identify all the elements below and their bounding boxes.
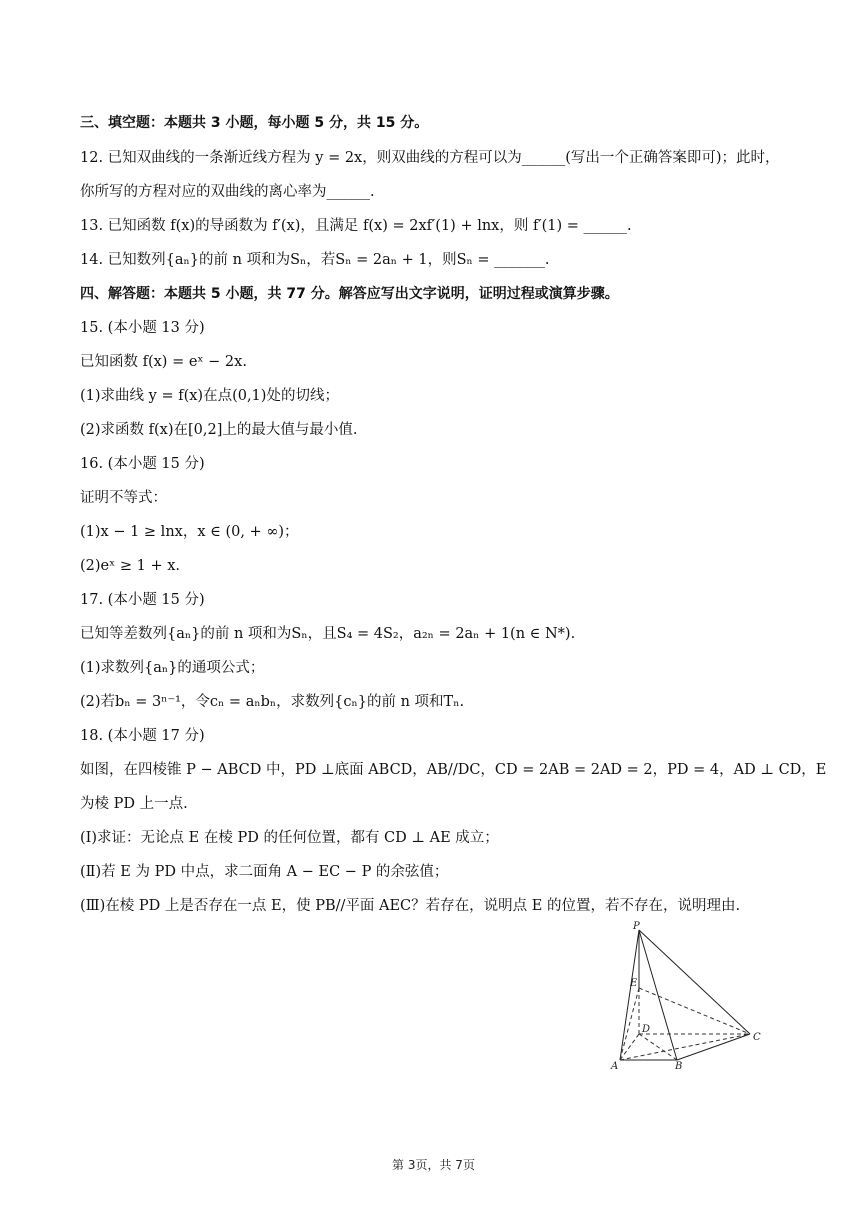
pyramid-figure	[604, 918, 774, 1078]
label-C: C	[753, 1032, 761, 1043]
question-18-stem-line-1: 如图，在四棱锥 P − ABCD 中，PD ⊥底面 ABCD，AB//DC，CD = 2AB = 2AD = 2，PD = 4，AD ⊥ CD，E	[80, 762, 827, 778]
question-17-title: 17. (本小题 15 分)	[80, 592, 205, 608]
question-16-part-1: (1)x − 1 ≥ lnx，x ∈ (0, + ∞)；	[80, 524, 299, 540]
label-B: B	[675, 1061, 683, 1072]
question-16-part-2: (2)eˣ ≥ 1 + x.	[80, 558, 181, 574]
question-18-title: 18. (本小题 17 分)	[80, 728, 205, 744]
edge-AC-hidden	[620, 1034, 750, 1060]
question-12-line-2: 你所写的方程对应的双曲线的离心率为______.	[80, 184, 375, 200]
question-13: 13. 已知函数 f(x)的导函数为 f′(x)，且满足 f(x) = 2xf′(1) + lnx，则 f′(1) = ______.	[80, 218, 632, 234]
question-18-part-2: (Ⅱ)若 E 为 PD 中点，求二面角 A − EC − P 的余弦值；	[80, 864, 449, 880]
label-E: E	[630, 978, 638, 989]
edge-BC	[677, 1034, 750, 1060]
question-18-part-3: (Ⅲ)在棱 PD 上是否存在一点 E，使 PB//平面 AEC？若存在，说明点 E 的位置，若不存在，说明理由.	[80, 898, 741, 914]
question-14: 14. 已知数列{aₙ}的前 n 项和为Sₙ，若Sₙ = 2aₙ + 1，则Sₙ = _______.	[80, 252, 550, 268]
question-17-stem: 已知等差数列{aₙ}的前 n 项和为Sₙ，且S₄ = 4S₂，a₂ₙ = 2aₙ + 1(n ∈ N*).	[80, 626, 576, 642]
question-12-line-1: 12. 已知双曲线的一条渐近线方程为 y = 2x，则双曲线的方程可以为______(写出一个正确答案即可)；此时，	[80, 150, 780, 166]
section-3-heading: 三、填空题：本题共 3 小题，每小题 5 分，共 15 分。	[80, 115, 429, 131]
question-15-part-2: (2)求函数 f(x)在[0,2]上的最大值与最小值.	[80, 422, 358, 438]
question-18-part-1: (Ⅰ)求证：无论点 E 在棱 PD 的任何位置，都有 CD ⊥ AE 成立；	[80, 830, 499, 846]
label-D: D	[642, 1024, 651, 1035]
edge-PA	[620, 930, 639, 1060]
label-A: A	[611, 1061, 619, 1072]
question-16-stem: 证明不等式：	[80, 490, 167, 506]
edge-DB-hidden	[639, 1034, 677, 1060]
label-P: P	[633, 921, 640, 932]
edge-PC	[639, 930, 750, 1034]
edge-PB	[639, 930, 677, 1060]
question-15-stem: 已知函数 f(x) = eˣ − 2x.	[80, 354, 247, 370]
edge-EC-hidden	[639, 988, 750, 1034]
edge-EA-hidden	[620, 988, 639, 1060]
question-15-title: 15. (本小题 13 分)	[80, 320, 205, 336]
question-17-part-2: (2)若bₙ = 3ⁿ⁻¹，令cₙ = aₙbₙ，求数列{cₙ}的前 n 项和Tₙ.	[80, 694, 465, 710]
page-footer: 第 3页，共 7页	[392, 1158, 475, 1172]
question-17-part-1: (1)求数列{aₙ}的通项公式；	[80, 660, 265, 676]
question-15-part-1: (1)求曲线 y = f(x)在点(0,1)处的切线；	[80, 388, 339, 404]
question-18-stem-line-2: 为棱 PD 上一点.	[80, 796, 188, 812]
section-4-heading: 四、解答题：本题共 5 小题，共 77 分。解答应写出文字说明，证明过程或演算步骤。	[80, 286, 619, 302]
question-16-title: 16. (本小题 15 分)	[80, 456, 205, 472]
